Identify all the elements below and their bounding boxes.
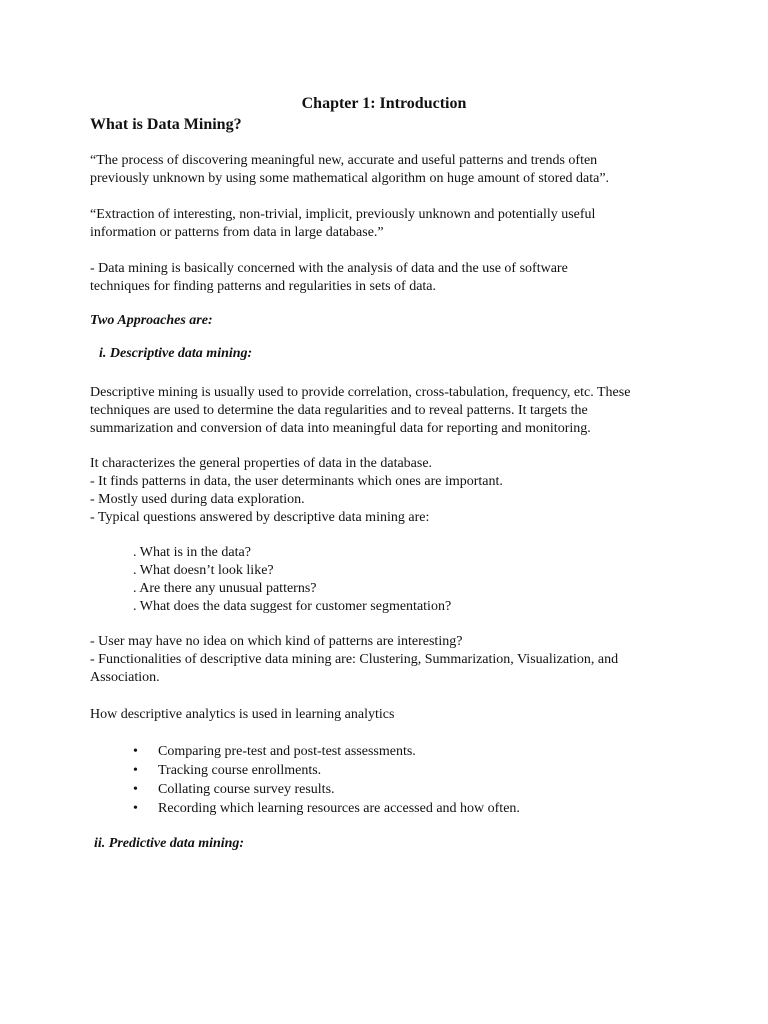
list-item: . What doesn’t look like?	[133, 563, 274, 578]
list-item-text: Tracking course enrollments.	[158, 763, 322, 778]
text-line: “Extraction of interesting, non-trivial, implicit, previously unknown and potentially useful	[90, 207, 596, 222]
list-item: . Are there any unusual patterns?	[133, 581, 317, 596]
text-line: - It finds patterns in data, the user determinants which ones are important.	[90, 474, 503, 489]
characteristics-paragraph	[90, 455, 503, 527]
definition-paragraph-3	[90, 260, 568, 296]
text-line: - Mostly used during data exploration.	[90, 492, 305, 507]
text-line: It characterizes the general properties of data in the database.	[90, 456, 433, 471]
text-line: techniques for finding patterns and regularities in sets of data.	[90, 279, 437, 294]
learning-intro: How descriptive analytics is used in learning analytics	[90, 707, 395, 722]
bullet-icon: •	[133, 782, 138, 797]
text-line: - Typical questions answered by descriptive data mining are:	[90, 510, 430, 525]
list-item-text: Recording which learning resources are accessed and how often.	[158, 801, 520, 816]
list-item	[133, 799, 520, 818]
list-item-text: Collating course survey results.	[158, 782, 335, 797]
text-line: - Functionalities of descriptive data mining are: Clustering, Summarization, Visualization, and	[90, 652, 619, 667]
text-line: “The process of discovering meaningful new, accurate and useful patterns and trends often	[90, 153, 598, 168]
chapter-title: Chapter 1: Introduction	[301, 95, 467, 112]
definition-paragraph-1	[90, 152, 609, 188]
notes-paragraph	[90, 633, 618, 687]
text-line: Descriptive mining is usually used to provide correlation, cross-tabulation, frequency, etc. These	[90, 385, 631, 400]
list-item: . What is in the data?	[133, 545, 251, 560]
text-line: techniques are used to determine the data regularities and to reveal patterns. It targets the	[90, 403, 588, 418]
list-item-text: Comparing pre-test and post-test assessments.	[158, 744, 416, 759]
text-line: information or patterns from data in large database.”	[90, 225, 384, 240]
list-item	[133, 742, 520, 761]
list-item	[133, 780, 520, 799]
definition-paragraph-2	[90, 206, 595, 242]
text-line: - Data mining is basically concerned with the analysis of data and the use of software	[90, 261, 568, 276]
learning-bullet-list	[133, 742, 520, 818]
text-line: - User may have no idea on which kind of patterns are interesting?	[90, 634, 463, 649]
bullet-icon: •	[133, 801, 138, 816]
predictive-heading: ii. Predictive data mining:	[94, 836, 245, 851]
text-line: previously unknown by using some mathematical algorithm on huge amount of stored data”.	[90, 171, 610, 186]
bullet-icon: •	[133, 744, 138, 759]
list-item: . What does the data suggest for customer segmentation?	[133, 599, 452, 614]
questions-list	[133, 544, 451, 616]
descriptive-paragraph	[90, 384, 630, 438]
section-title: What is Data Mining?	[90, 116, 242, 133]
text-line: Association.	[90, 670, 160, 685]
bullet-icon: •	[133, 763, 138, 778]
list-item	[133, 761, 520, 780]
text-line: summarization and conversion of data into meaningful data for reporting and monitoring.	[90, 421, 591, 436]
approaches-heading: Two Approaches are:	[90, 313, 213, 328]
descriptive-heading: i. Descriptive data mining:	[99, 346, 253, 361]
